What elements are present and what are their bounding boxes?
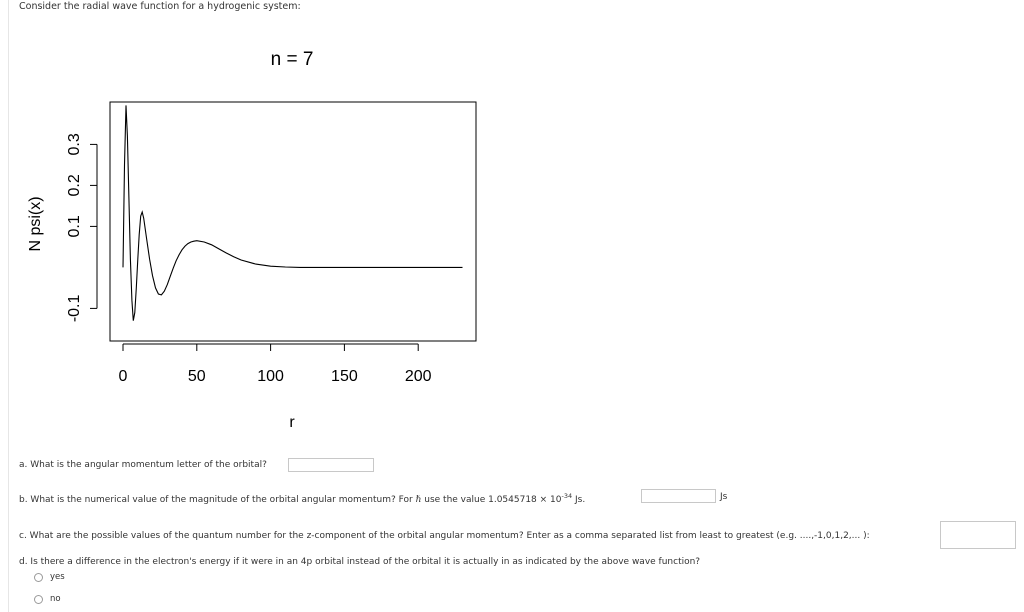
question-b-mid: use the value 1.0545718 × 10 xyxy=(424,495,562,505)
question-b-end: Js. xyxy=(575,495,586,505)
option-yes-label: yes xyxy=(50,572,65,582)
question-a: a. What is the angular momentum letter of the orbital? xyxy=(19,460,267,470)
radio-no[interactable] xyxy=(34,595,43,604)
option-no[interactable] xyxy=(34,594,61,604)
question-b-exponent: -34 xyxy=(561,492,573,500)
radio-yes[interactable] xyxy=(34,573,43,582)
answer-a-input[interactable] xyxy=(288,458,374,472)
x-tick-label: 200 xyxy=(404,368,432,385)
answer-b-input[interactable] xyxy=(641,489,716,503)
question-c: c. What are the possible values of the quantum number for the z-component of the orbital angular momentum? Enter as a comma separated list from least to greatest (e.g. ....,-1,0,1,2,... ): xyxy=(19,531,870,541)
option-yes[interactable] xyxy=(34,572,65,582)
series-line xyxy=(123,105,463,320)
intro-text: Consider the radial wave function for a hydrogenic system: xyxy=(19,1,301,12)
y-tick-label: 0.1 xyxy=(66,215,83,238)
y-tick-label: 0.2 xyxy=(66,174,83,197)
x-tick-label: 100 xyxy=(257,368,284,385)
y-tick-label: -0.1 xyxy=(66,294,83,323)
x-tick-label: 0 xyxy=(118,368,128,385)
answer-b-unit: Js xyxy=(720,492,728,502)
question-b-prefix: b. What is the numerical value of the magnitude of the orbital angular momentum? For xyxy=(19,495,413,505)
answer-c-input[interactable] xyxy=(940,521,1016,549)
x-axis-label: r xyxy=(289,414,295,431)
question-d: d. Is there a difference in the electron's energy if it were in an 4p orbital instead of the orbital it is actually in as indicated by the above wave function? xyxy=(19,557,701,567)
option-no-label: no xyxy=(50,594,61,604)
x-tick-label: 50 xyxy=(187,368,206,385)
x-tick-label: 150 xyxy=(331,368,358,385)
chart-title: n = 7 xyxy=(270,49,314,70)
y-tick-label: 0.3 xyxy=(66,133,83,156)
y-axis-label: N psi(x) xyxy=(27,196,44,252)
question-b xyxy=(19,492,585,505)
plot-frame xyxy=(110,102,476,341)
hbar-symbol: ℏ xyxy=(415,495,422,505)
